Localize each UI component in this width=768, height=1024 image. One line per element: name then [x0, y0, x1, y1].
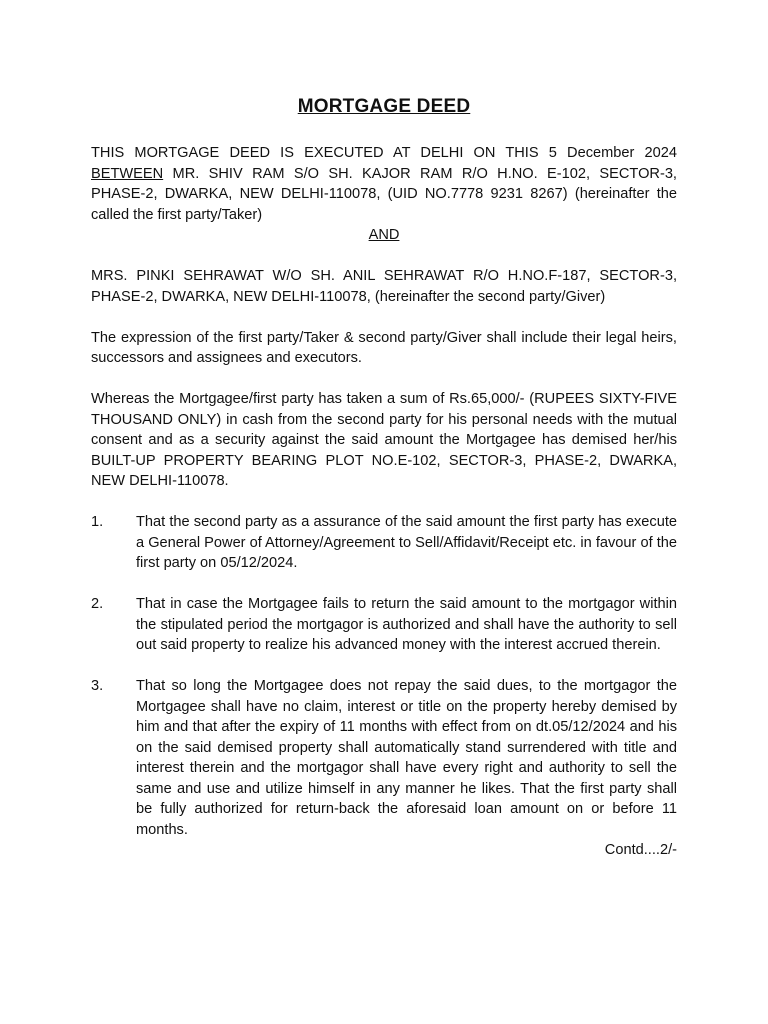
whereas-paragraph: Whereas the Mortgagee/first party has taken a sum of Rs.65,000/- (RUPEES SIXTY-FIVE THOUSAND ONLY) in cash from the second party for his personal needs with the mutual consent and as a security against the said amount the Mortgagee has demised her/his BUILT-UP PROPERTY BEARING PLOT NO.E-102, SECTOR-3, PHASE-2, DWARKA, NEW DELHI-110078.: [91, 391, 677, 489]
document-title: MORTGAGE DEED: [297, 96, 471, 117]
expression-paragraph: The expression of the first party/Taker & second party/Giver shall include their legal heirs, successors and assignees and executors.: [91, 329, 677, 366]
spacer: [91, 574, 677, 595]
between-keyword: BETWEEN: [91, 165, 164, 182]
spacer: [91, 246, 677, 267]
and-separator: AND: [368, 227, 400, 243]
clause-number: 3.: [91, 678, 104, 694]
intro-text-end: MR. SHIV RAM S/O SH. KAJOR RAM R/O H.NO. E-102, SECTOR-3, PHASE-2, DWARKA, NEW DELHI-110078, (UID NO.7778 9231 8267) (hereinafter the called the first party/Taker): [91, 165, 677, 223]
spacer: [91, 369, 677, 390]
second-party-paragraph: MRS. PINKI SEHRAWAT W/O SH. ANIL SEHRAWAT R/O H.NO.F-187, SECTOR-3, PHASE-2, DWARKA, NEW DELHI-110078, (hereinafter the second party/Giver): [91, 268, 677, 305]
clause-text: That in case the Mortgagee fails to return the said amount to the mortgagor within the stipulated period the mortgagor is authorized and shall have the authority to sell out said property to realize his advanced money with the interest accrued therein.: [136, 596, 677, 653]
spacer: [91, 656, 677, 677]
clause-item: [91, 676, 677, 840]
clause-number: 2.: [91, 596, 104, 612]
intro-paragraph: [91, 143, 677, 225]
continuation-marker: Contd....2/-: [604, 842, 677, 858]
spacer: [91, 307, 677, 328]
clause-item: [91, 594, 677, 656]
clause-item: [91, 512, 677, 574]
clause-text: That so long the Mortgagee does not repay the said dues, to the mortgagor the Mortgagee shall have no claim, interest or title on the property hereby demised by him and that after the expiry of 11 months with effect from on dt.05/12/2024 and his on the said demised property shall automatically stand surrendered with title and interest therein and the mortgagor shall have every right and authority to sell the same and use and utilize himself in any manner he likes. That the first party shall be fully authorized for return-back the aforesaid loan amount on or before 11 months.: [136, 678, 677, 838]
spacer: [91, 492, 677, 513]
intro-text-start: THIS MORTGAGE DEED IS EXECUTED AT DELHI ON THIS 5 December 2024: [91, 145, 677, 161]
clause-number: 1.: [91, 514, 104, 530]
document-body: [91, 143, 677, 861]
clause-text: That the second party as a assurance of the said amount the first party has execute a General Power of Attorney/Agreement to Sell/Affidavit/Receipt etc. in favour of the first party on 05/12/2024.: [136, 514, 677, 571]
